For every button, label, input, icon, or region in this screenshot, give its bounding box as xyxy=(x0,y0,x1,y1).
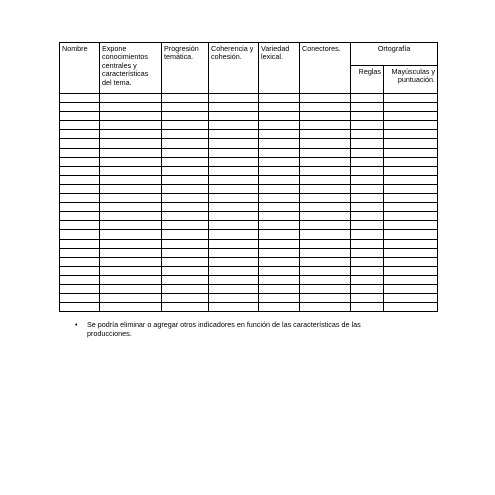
table-cell xyxy=(384,139,438,148)
table-cell xyxy=(60,94,100,103)
table-cell xyxy=(100,257,162,266)
header-expone: Expone conocimientos centrales y características del tema. xyxy=(100,43,162,94)
table-row xyxy=(60,203,438,212)
table-cell xyxy=(60,148,100,157)
table-cell xyxy=(259,248,300,257)
table-cell xyxy=(209,248,259,257)
table-cell xyxy=(100,139,162,148)
table-cell xyxy=(60,248,100,257)
table-row xyxy=(60,139,438,148)
table-cell xyxy=(259,94,300,103)
table-cell xyxy=(60,266,100,275)
table-cell xyxy=(384,94,438,103)
table-cell xyxy=(351,212,384,221)
table-cell xyxy=(259,157,300,166)
table-cell xyxy=(162,130,209,139)
table-cell xyxy=(100,157,162,166)
table-cell xyxy=(209,121,259,130)
table-cell xyxy=(384,103,438,112)
table-cell xyxy=(162,294,209,303)
table-cell xyxy=(259,303,300,312)
table-row xyxy=(60,184,438,193)
table-cell xyxy=(209,130,259,139)
table-cell xyxy=(209,203,259,212)
table-cell xyxy=(60,112,100,121)
table-cell xyxy=(384,148,438,157)
table-row xyxy=(60,257,438,266)
table-cell xyxy=(100,284,162,293)
table-cell xyxy=(351,112,384,121)
table-cell xyxy=(60,157,100,166)
table-cell xyxy=(209,184,259,193)
table-cell xyxy=(209,139,259,148)
table-row xyxy=(60,112,438,121)
table-row xyxy=(60,157,438,166)
table-cell xyxy=(259,294,300,303)
evaluation-rubric-table xyxy=(59,42,438,312)
table-cell xyxy=(162,112,209,121)
table-row xyxy=(60,221,438,230)
table-cell xyxy=(209,266,259,275)
table-cell xyxy=(259,203,300,212)
table-row xyxy=(60,230,438,239)
table-cell xyxy=(100,294,162,303)
table-cell xyxy=(162,121,209,130)
table-cell xyxy=(209,166,259,175)
table-cell xyxy=(384,239,438,248)
table-cell xyxy=(351,194,384,203)
table-cell xyxy=(162,230,209,239)
table-cell xyxy=(209,157,259,166)
table-cell xyxy=(351,121,384,130)
table-cell xyxy=(162,212,209,221)
table-cell xyxy=(60,284,100,293)
table-cell xyxy=(60,184,100,193)
table-cell xyxy=(259,139,300,148)
table-cell xyxy=(259,257,300,266)
table-cell xyxy=(300,157,351,166)
header-mayusculas: Mayúsculas y puntuación. xyxy=(384,66,438,94)
table-cell xyxy=(162,239,209,248)
table-cell xyxy=(100,112,162,121)
table-row xyxy=(60,212,438,221)
table-cell xyxy=(60,221,100,230)
table-cell xyxy=(60,294,100,303)
table-cell xyxy=(259,221,300,230)
table-cell xyxy=(60,175,100,184)
table-cell xyxy=(300,184,351,193)
table-cell xyxy=(384,284,438,293)
table-cell xyxy=(259,148,300,157)
table-cell xyxy=(162,221,209,230)
table-cell xyxy=(300,175,351,184)
rubric-body xyxy=(60,94,438,312)
table-cell xyxy=(100,130,162,139)
table-cell xyxy=(100,103,162,112)
table-cell xyxy=(384,175,438,184)
table-cell xyxy=(60,103,100,112)
table-cell xyxy=(300,166,351,175)
table-cell xyxy=(100,175,162,184)
table-row xyxy=(60,294,438,303)
table-cell xyxy=(162,103,209,112)
table-cell xyxy=(300,266,351,275)
table-cell xyxy=(351,184,384,193)
table-cell xyxy=(300,94,351,103)
header-conectores: Conectores. xyxy=(300,43,351,94)
table-cell xyxy=(100,230,162,239)
table-row xyxy=(60,130,438,139)
table-cell xyxy=(259,175,300,184)
table-cell xyxy=(384,275,438,284)
table-cell xyxy=(259,266,300,275)
table-cell xyxy=(60,303,100,312)
table-cell xyxy=(300,148,351,157)
table-cell xyxy=(384,294,438,303)
table-cell xyxy=(351,221,384,230)
table-cell xyxy=(351,294,384,303)
table-cell xyxy=(300,284,351,293)
table-cell xyxy=(300,239,351,248)
table-cell xyxy=(60,194,100,203)
table-cell xyxy=(384,248,438,257)
table-cell xyxy=(162,94,209,103)
table-cell xyxy=(351,166,384,175)
table-cell xyxy=(351,139,384,148)
table-cell xyxy=(162,148,209,157)
table-cell xyxy=(60,166,100,175)
table-cell xyxy=(351,157,384,166)
note-list-item xyxy=(75,320,405,338)
table-cell xyxy=(259,130,300,139)
table-cell xyxy=(209,275,259,284)
table-cell xyxy=(384,194,438,203)
table-cell xyxy=(384,112,438,121)
table-cell xyxy=(100,203,162,212)
table-cell xyxy=(300,275,351,284)
table-cell xyxy=(384,257,438,266)
table-cell xyxy=(100,212,162,221)
bullet-icon: • xyxy=(75,320,78,329)
table-cell xyxy=(384,121,438,130)
table-cell xyxy=(259,103,300,112)
table-cell xyxy=(209,257,259,266)
header-ortografia: Ortografía xyxy=(351,43,438,66)
table-cell xyxy=(100,94,162,103)
table-cell xyxy=(300,230,351,239)
table-cell xyxy=(100,121,162,130)
table-cell xyxy=(162,257,209,266)
table-cell xyxy=(351,303,384,312)
table-cell xyxy=(100,275,162,284)
table-cell xyxy=(300,257,351,266)
table-cell xyxy=(259,166,300,175)
table-row xyxy=(60,266,438,275)
table-cell xyxy=(162,284,209,293)
table-cell xyxy=(351,230,384,239)
table-cell xyxy=(351,275,384,284)
table-cell xyxy=(384,157,438,166)
header-coherencia: Coherencia y cohesión. xyxy=(209,43,259,94)
table-cell xyxy=(300,194,351,203)
table-row xyxy=(60,175,438,184)
table-cell xyxy=(60,257,100,266)
table-cell xyxy=(209,194,259,203)
table-cell xyxy=(259,275,300,284)
table-cell xyxy=(60,230,100,239)
table-cell xyxy=(209,303,259,312)
table-cell xyxy=(300,203,351,212)
table-cell xyxy=(209,212,259,221)
table-cell xyxy=(209,94,259,103)
table-cell xyxy=(162,303,209,312)
table-cell xyxy=(300,212,351,221)
table-cell xyxy=(60,139,100,148)
table-cell xyxy=(162,157,209,166)
table-cell xyxy=(351,148,384,157)
header-progresion: Progresión temática. xyxy=(162,43,209,94)
table-cell xyxy=(384,230,438,239)
table-cell xyxy=(209,148,259,157)
table-cell xyxy=(351,266,384,275)
table-cell xyxy=(209,103,259,112)
table-cell xyxy=(259,239,300,248)
table-cell xyxy=(162,266,209,275)
table-cell xyxy=(351,203,384,212)
table-cell xyxy=(384,303,438,312)
table-cell xyxy=(209,112,259,121)
table-row xyxy=(60,303,438,312)
header-reglas: Reglas xyxy=(351,66,384,94)
table-cell xyxy=(60,130,100,139)
table-cell xyxy=(162,275,209,284)
table-cell xyxy=(100,148,162,157)
table-row xyxy=(60,275,438,284)
table-cell xyxy=(60,275,100,284)
table-cell xyxy=(100,239,162,248)
table-row xyxy=(60,166,438,175)
table-cell xyxy=(162,175,209,184)
table-cell xyxy=(351,239,384,248)
table-cell xyxy=(300,103,351,112)
header-variedad: Variedad lexical. xyxy=(259,43,300,94)
table-cell xyxy=(259,194,300,203)
table-cell xyxy=(300,248,351,257)
table-row xyxy=(60,248,438,257)
table-cell xyxy=(60,203,100,212)
table-cell xyxy=(209,284,259,293)
table-cell xyxy=(60,239,100,248)
table-cell xyxy=(209,230,259,239)
table-cell xyxy=(100,248,162,257)
table-cell xyxy=(300,121,351,130)
table-cell xyxy=(209,175,259,184)
table-cell xyxy=(351,94,384,103)
table-cell xyxy=(162,203,209,212)
table-cell xyxy=(100,266,162,275)
table-cell xyxy=(60,212,100,221)
table-cell xyxy=(100,303,162,312)
table-cell xyxy=(209,221,259,230)
table-cell xyxy=(162,166,209,175)
table-cell xyxy=(300,139,351,148)
table-cell xyxy=(300,294,351,303)
table-cell xyxy=(351,248,384,257)
table-cell xyxy=(259,112,300,121)
note-text: Se podría eliminar o agregar otros indicadores en función de las características de las producciones. xyxy=(87,320,361,338)
table-cell xyxy=(300,221,351,230)
table-cell xyxy=(162,184,209,193)
header-nombre: Nombre xyxy=(60,43,100,94)
table-cell xyxy=(384,184,438,193)
table-cell xyxy=(259,212,300,221)
table-cell xyxy=(384,266,438,275)
table-cell xyxy=(259,121,300,130)
table-cell xyxy=(100,194,162,203)
table-row xyxy=(60,284,438,293)
table-row xyxy=(60,121,438,130)
table-row xyxy=(60,239,438,248)
table-cell xyxy=(162,139,209,148)
table-cell xyxy=(351,130,384,139)
table-cell xyxy=(384,212,438,221)
table-cell xyxy=(259,184,300,193)
table-cell xyxy=(100,221,162,230)
table-cell xyxy=(300,112,351,121)
table-cell xyxy=(162,248,209,257)
table-row xyxy=(60,103,438,112)
table-cell xyxy=(209,294,259,303)
table-cell xyxy=(384,130,438,139)
table-cell xyxy=(209,239,259,248)
table-cell xyxy=(60,121,100,130)
table-cell xyxy=(100,166,162,175)
table-cell xyxy=(384,203,438,212)
table-cell xyxy=(384,166,438,175)
table-cell xyxy=(351,103,384,112)
table-row xyxy=(60,94,438,103)
table-row xyxy=(60,148,438,157)
table-cell xyxy=(384,221,438,230)
table-cell xyxy=(162,194,209,203)
table-cell xyxy=(100,184,162,193)
table-cell xyxy=(259,284,300,293)
table-cell xyxy=(351,175,384,184)
table-cell xyxy=(300,303,351,312)
table-row xyxy=(60,194,438,203)
table-cell xyxy=(351,257,384,266)
table-cell xyxy=(300,130,351,139)
table-cell xyxy=(259,230,300,239)
table-cell xyxy=(351,284,384,293)
